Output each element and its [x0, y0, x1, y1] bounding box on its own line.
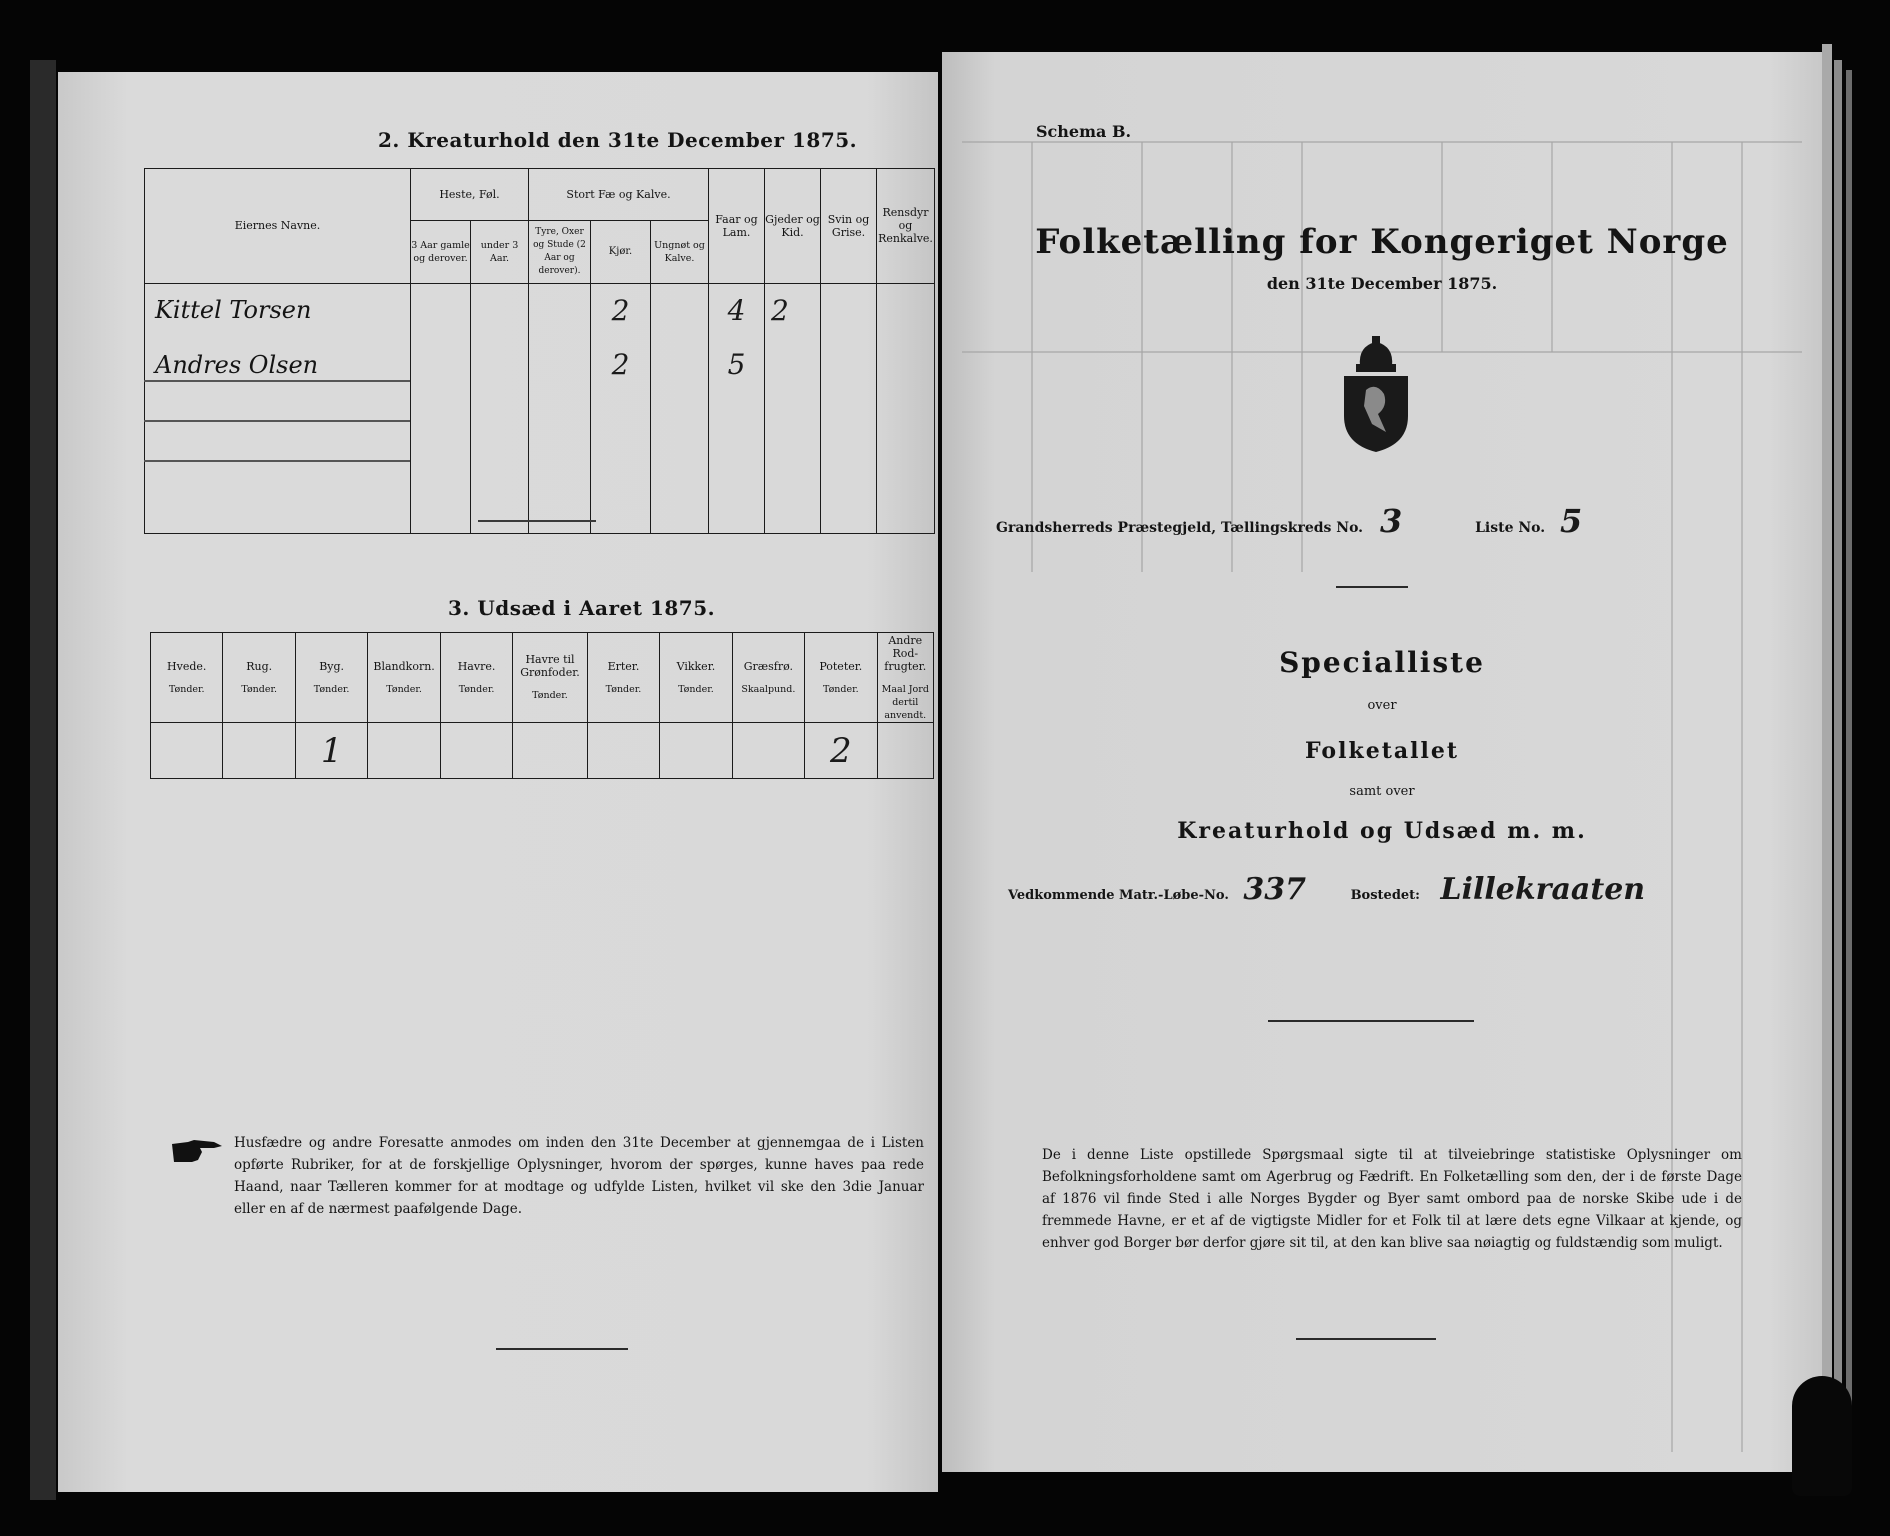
crop-unit: Maal Jord dertil anvendt. — [881, 683, 929, 721]
owner-cell: Andres Olsen — [145, 337, 411, 391]
page-edge — [1822, 44, 1832, 1484]
reindeer-header: Rensdyr og Renkalve. — [877, 169, 935, 284]
crop-header — [223, 633, 295, 723]
oxen-header: Tyre, Oxer og Stude (2 Aar og derover). — [529, 220, 591, 283]
crop-name: Poteter. — [819, 659, 863, 673]
goats-header: Gjeder og Kid. — [765, 169, 821, 284]
over-text: over — [1367, 698, 1397, 713]
kreaturhold-heading: Kreaturhold og Udsæd m. m. — [1177, 818, 1587, 844]
crop-name: Havre. — [457, 659, 496, 673]
crop-value-cell — [587, 723, 659, 779]
district-number: 3 — [1379, 502, 1403, 540]
cattle-group-header: Stort Fæ og Kalve. — [529, 169, 709, 221]
crop-name: Græsfrø. — [743, 659, 794, 673]
guide-line — [144, 420, 410, 422]
crop-value-cell — [660, 723, 732, 779]
crop-value-cell — [151, 723, 223, 779]
cows-cell: 2 — [591, 283, 651, 337]
col-owner-header: Eiernes Navne. — [145, 169, 411, 284]
crop-unit: Tønder. — [458, 683, 495, 695]
crop-unit: Tønder. — [605, 683, 642, 695]
sheep-cell: 5 — [709, 337, 765, 391]
property-line — [1008, 872, 1808, 907]
livestock-table — [144, 168, 935, 534]
crop-unit: Skaalpund. — [741, 683, 796, 695]
crop-name: Erter. — [607, 659, 640, 673]
crop-value-cell — [440, 723, 512, 779]
calves-header: Ungnøt og Kalve. — [651, 220, 709, 283]
crop-header — [587, 633, 659, 723]
goats-cell: 2 — [765, 283, 821, 337]
horses-adult-header: 3 Aar gamle og derover. — [411, 220, 471, 283]
divider — [478, 520, 596, 522]
divider — [1296, 1338, 1436, 1340]
guide-line — [144, 380, 410, 382]
list-number: 5 — [1560, 502, 1583, 540]
crop-value-cell — [223, 723, 295, 779]
crop-unit: Tønder. — [168, 683, 205, 695]
samt-over-text: samt over — [1349, 784, 1415, 799]
horses-young-header: under 3 Aar. — [471, 220, 529, 283]
crop-name: Byg. — [319, 659, 345, 673]
crop-header — [805, 633, 877, 723]
crop-unit: Tønder. — [822, 683, 859, 695]
crop-header — [151, 633, 223, 723]
page-edge — [1834, 60, 1842, 1480]
divider — [1268, 1020, 1474, 1022]
table-row — [145, 337, 935, 391]
left-page — [58, 72, 938, 1492]
matr-number: 337 — [1243, 872, 1307, 907]
district-line — [996, 502, 1796, 540]
cows-header: Kjør. — [591, 220, 651, 283]
cows-cell: 2 — [591, 337, 651, 391]
crop-name: Havre til Grønfoder. — [520, 653, 580, 679]
district-label: Grandsherreds Præstegjeld, Tællingskreds No. — [996, 520, 1364, 536]
crop-unit: Tønder. — [241, 683, 278, 695]
crop-header — [732, 633, 804, 723]
bosted-value: Lillekraaten — [1440, 872, 1646, 907]
binding-clip — [1792, 1376, 1852, 1496]
folketallet-heading: Folketallet — [1305, 738, 1459, 764]
crop-name: Andre Rod-frugter. — [884, 633, 927, 673]
list-label: Liste No. — [1475, 520, 1546, 536]
pointing-hand-icon — [170, 1138, 224, 1166]
goats-cell — [765, 337, 821, 391]
divider — [496, 1348, 628, 1350]
crop-value-cell — [368, 723, 440, 779]
crop-unit: Tønder. — [532, 690, 568, 701]
specialliste-heading: Specialliste — [1279, 646, 1485, 679]
divider — [1336, 586, 1408, 588]
crop-unit: Tønder. — [313, 683, 350, 695]
table-row — [145, 439, 935, 486]
section2-title: 2. Kreaturhold den 31te December 1875. — [378, 128, 858, 152]
crop-name: Hvede. — [167, 659, 207, 673]
pigs-header: Svin og Grise. — [821, 169, 877, 284]
table-row — [145, 283, 935, 337]
table-row — [145, 392, 935, 439]
matr-label: Vedkommende Matr.-Løbe-No. — [1008, 888, 1229, 903]
crop-name: Blandkorn. — [373, 659, 435, 673]
bosted-label: Bostedet: — [1350, 888, 1420, 903]
crop-unit: Tønder. — [678, 683, 714, 695]
crop-header — [440, 633, 512, 723]
page-title: Folketælling for Kongeriget Norge — [1035, 222, 1729, 262]
sheep-cell: 4 — [709, 283, 765, 337]
guide-line — [144, 460, 410, 462]
crop-name: Rug. — [246, 659, 273, 673]
crop-header — [877, 633, 933, 723]
sowing-table — [150, 632, 934, 779]
census-info-text: De i denne Liste opstillede Spørgsmaal sigte til at tilveiebringe statistiske Oplysninger om Befolkningsforholdene samt om Agerbrug og Fædrift. En Folketælling som den, der i de første Dage af 1876 vil finde Sted i alle Norges Bygder og Byer samt ombord paa de norske Skibe ude i de fremmede Havne, er et af de vigtigste Midler for et Folk til at lære dets egne Vilkaar at kjende, og enhver god Borger bør derfor gjøre sit til, at den kan blive saa nøiagtig og fuldstændig som muligt. — [1042, 1147, 1742, 1251]
norway-coat-of-arms-icon — [1338, 336, 1414, 454]
crop-header — [513, 633, 587, 723]
crop-header — [660, 633, 732, 723]
section3-title: 3. Udsæd i Aaret 1875. — [448, 596, 716, 620]
household-notice: Husfædre og andre Foresatte anmodes om inden den 31te December at gjennemgaa de i Listen opførte Rubriker, for at de forskjellige Oplysninger, hvorom der spørges, kunne haves paa rede Haand, naar Tælleren kommer for at modtage og udfylde Listen, hvilket vil ske den 3die Januar eller en af de nærmest paafølgende Dage. — [234, 1135, 924, 1217]
crop-value-cell — [513, 723, 587, 779]
crop-value-cell: 2 — [805, 723, 877, 779]
horses-group-header: Heste, Føl. — [411, 169, 529, 221]
page-edge — [30, 60, 56, 1500]
crop-header — [295, 633, 367, 723]
crop-value-cell — [877, 723, 933, 779]
owner-cell: Kittel Torsen — [145, 283, 411, 337]
crop-value-cell — [732, 723, 804, 779]
crop-header — [368, 633, 440, 723]
census-date: den 31te December 1875. — [1266, 274, 1498, 293]
page-edge — [1846, 70, 1852, 1470]
sheep-header: Faar og Lam. — [709, 169, 765, 284]
right-page — [942, 52, 1822, 1472]
crop-name: Vikker. — [676, 659, 716, 673]
table-row — [145, 486, 935, 533]
crop-unit: Tønder. — [386, 683, 422, 695]
schema-label: Schema B. — [1036, 122, 1132, 141]
crop-value-cell: 1 — [295, 723, 367, 779]
